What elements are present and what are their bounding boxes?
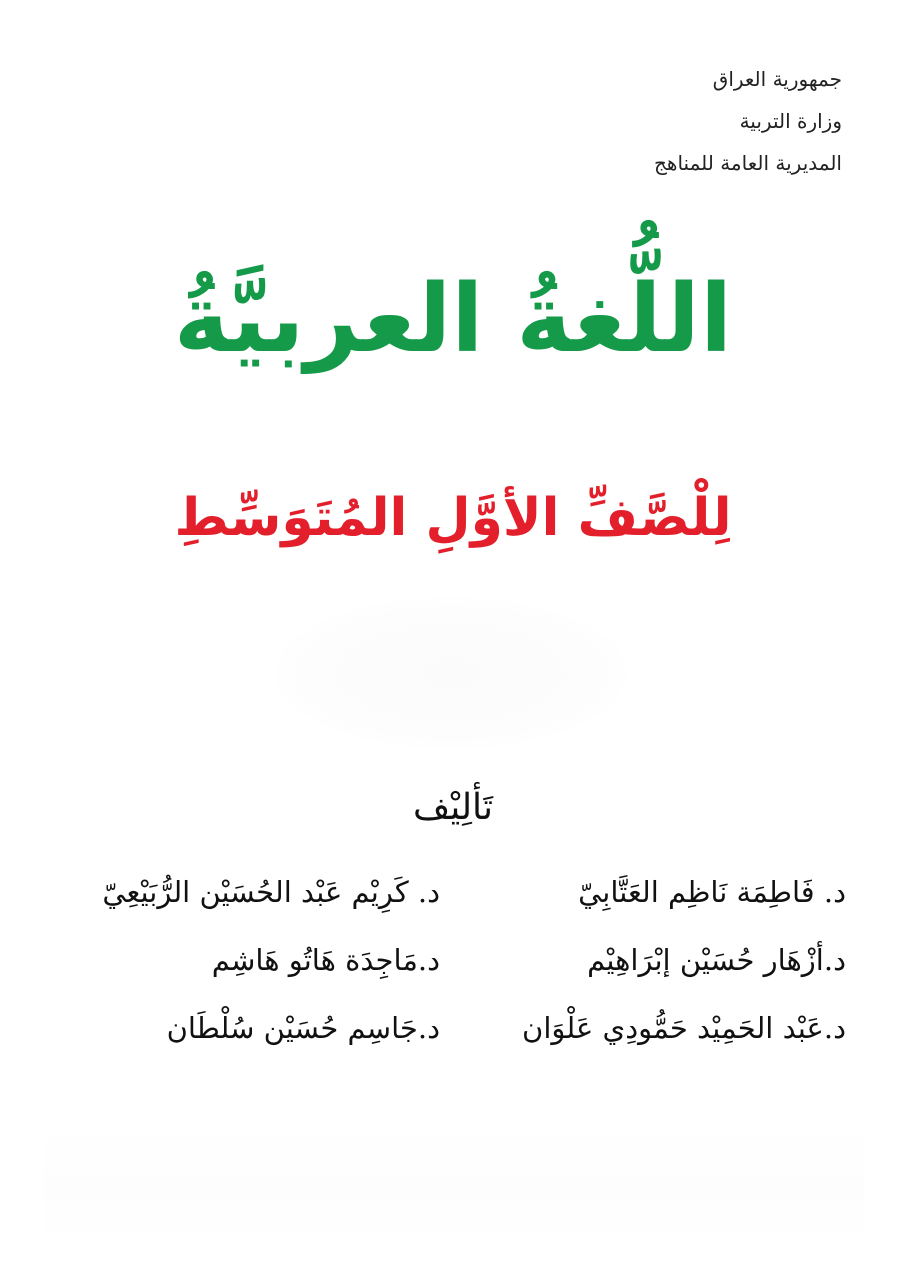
faded-footer-band bbox=[44, 1128, 864, 1246]
author-name: د.مَاجِدَة هَاتُو هَاشِم bbox=[211, 943, 440, 977]
ministry-header bbox=[542, 58, 842, 184]
author-name: د. كَرِيْم عَبْد الحُسَيْن الرُّبَيْعِيّ bbox=[102, 875, 440, 909]
book-title: اللُّغةُ العربيَّةُ bbox=[173, 265, 733, 374]
directorate-label: المديرية العامة للمناهج bbox=[653, 151, 842, 175]
country-label: جمهورية العراق bbox=[712, 67, 842, 91]
author-name: د.أزْهَار حُسَيْن إبْرَاهِيْم bbox=[587, 943, 846, 977]
authors-right-column bbox=[436, 858, 846, 1062]
authors-left-column bbox=[70, 858, 440, 1062]
author-name: د.عَبْد الحَمِيْد حَمُّودِي عَلْوَان bbox=[522, 1011, 846, 1045]
author-name: د. فَاطِمَة نَاظِم العَتَّابِيّ bbox=[578, 875, 846, 909]
author-name: د.جَاسِم حُسَيْن سُلْطَان bbox=[166, 1011, 440, 1045]
ministry-label: وزارة التربية bbox=[739, 109, 842, 133]
grade-subtitle: لِلْصَّفِّ الأوَّلِ المُتَوَسِّطِ bbox=[174, 488, 732, 548]
faded-emblem bbox=[276, 598, 626, 748]
authorship-heading: تَألِيْف bbox=[412, 787, 494, 828]
